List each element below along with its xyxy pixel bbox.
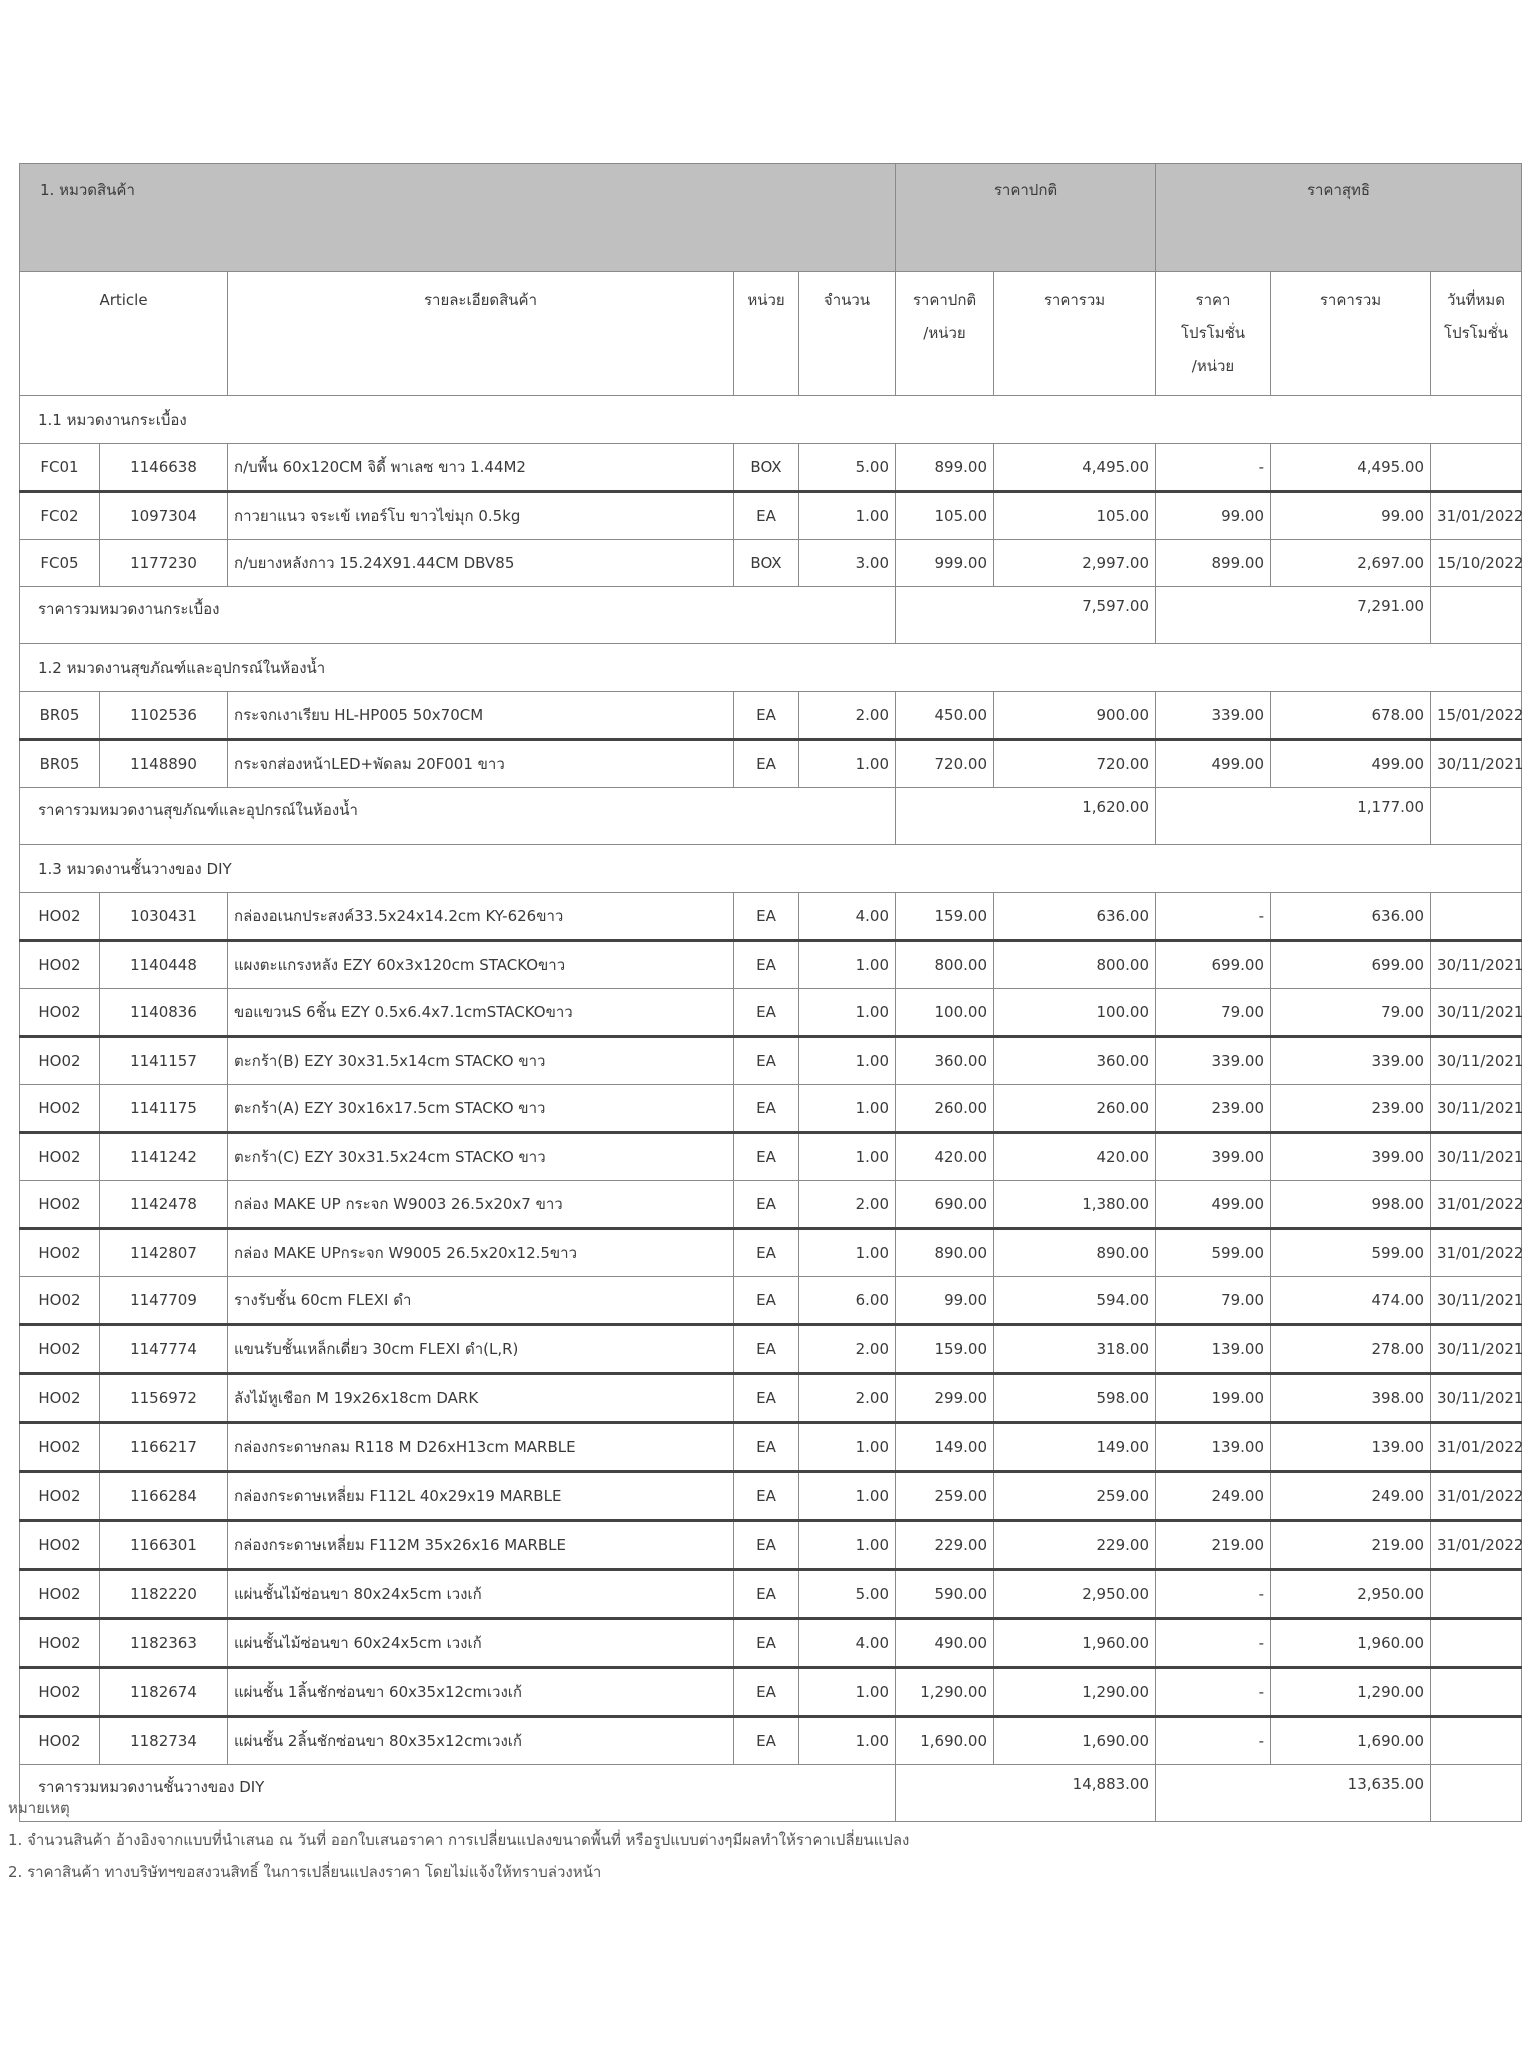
table-row [20, 1229, 1522, 1277]
column-header-row [20, 272, 1522, 396]
item-promo-price: 339.00 [1156, 1037, 1271, 1085]
item-unit: BOX [734, 444, 799, 492]
section-header-row [20, 845, 1522, 893]
table-row [20, 941, 1522, 989]
section-title: 1.1 หมวดงานกระเบื้อง [20, 396, 1522, 444]
item-unit: EA [734, 1085, 799, 1133]
item-promo-end [1431, 893, 1522, 941]
item-total: 149.00 [994, 1423, 1156, 1472]
item-description: กล่องอเนกประสงค์33.5x24x14.2cm KY-626ขาว [228, 893, 734, 941]
item-unit: BOX [734, 540, 799, 587]
item-promo-total: 219.00 [1271, 1521, 1431, 1570]
item-total: 900.00 [994, 692, 1156, 740]
item-qty: 1.00 [799, 1229, 896, 1277]
item-promo-total: 278.00 [1271, 1325, 1431, 1374]
item-promo-end: 30/11/2021 [1431, 740, 1522, 788]
item-qty: 2.00 [799, 1374, 896, 1423]
col-promo-price: ราคา โปรโมชั่น /หน่วย [1156, 272, 1271, 396]
item-promo-price: - [1156, 893, 1271, 941]
item-unit: EA [734, 692, 799, 740]
table-row [20, 989, 1522, 1037]
item-qty: 3.00 [799, 540, 896, 587]
category-code: FC05 [20, 540, 100, 587]
item-qty: 5.00 [799, 444, 896, 492]
category-code: HO02 [20, 1277, 100, 1325]
note-line: 2. ราคาสินค้า ทางบริษัทฯขอสงวนสิทธิ์ ในการเปลี่ยนแปลงราคา โดยไม่แจ้งให้ทราบล่วงหน้า [8, 1863, 602, 1881]
category-code: HO02 [20, 893, 100, 941]
item-description: กระจกส่องหน้าLED+พัดลม 20F001 ขาว [228, 740, 734, 788]
col-unit-price: ราคาปกติ /หน่วย [896, 272, 994, 396]
item-promo-total: 2,697.00 [1271, 540, 1431, 587]
item-qty: 1.00 [799, 740, 896, 788]
item-promo-total: 139.00 [1271, 1423, 1431, 1472]
item-promo-end: 30/11/2021 [1431, 1085, 1522, 1133]
category-code: HO02 [20, 1374, 100, 1423]
subtotal-label: ราคารวมหมวดงานสุขภัณฑ์และอุปกรณ์ในห้องน้ำ [20, 788, 896, 845]
item-total: 2,997.00 [994, 540, 1156, 587]
item-qty: 1.00 [799, 1037, 896, 1085]
item-promo-price: 899.00 [1156, 540, 1271, 587]
item-promo-end [1431, 444, 1522, 492]
category-code: HO02 [20, 1521, 100, 1570]
category-code: FC02 [20, 492, 100, 540]
item-total: 1,380.00 [994, 1181, 1156, 1229]
item-description: ตะกร้า(A) EZY 30x16x17.5cm STACKO ขาว [228, 1085, 734, 1133]
subtotal-row [20, 587, 1522, 644]
item-promo-end: 31/01/2022 [1431, 1181, 1522, 1229]
article-number: 1097304 [100, 492, 228, 540]
col-description: รายละเอียดสินค้า [228, 272, 734, 396]
table-row [20, 1181, 1522, 1229]
item-promo-end [1431, 1570, 1522, 1619]
article-number: 1182734 [100, 1717, 228, 1765]
category-code: HO02 [20, 1423, 100, 1472]
table-row [20, 740, 1522, 788]
item-unit-price: 899.00 [896, 444, 994, 492]
table-row [20, 1472, 1522, 1521]
item-promo-total: 4,495.00 [1271, 444, 1431, 492]
item-unit: EA [734, 740, 799, 788]
item-promo-end: 30/11/2021 [1431, 941, 1522, 989]
item-qty: 1.00 [799, 1085, 896, 1133]
item-description: กล่องกระดาษเหลี่ยม F112L 40x29x19 MARBLE [228, 1472, 734, 1521]
item-unit: EA [734, 1229, 799, 1277]
item-promo-total: 699.00 [1271, 941, 1431, 989]
item-description: รางรับชั้น 60cm FLEXI ดำ [228, 1277, 734, 1325]
article-number: 1156972 [100, 1374, 228, 1423]
item-description: กล่องกระดาษเหลี่ยม F112M 35x26x16 MARBLE [228, 1521, 734, 1570]
section-title: 1.3 หมวดงานชั้นวางของ DIY [20, 845, 1522, 893]
item-unit-price: 360.00 [896, 1037, 994, 1085]
item-promo-end [1431, 1619, 1522, 1668]
col-article: Article [20, 272, 228, 396]
item-unit: EA [734, 1570, 799, 1619]
item-qty: 1.00 [799, 1521, 896, 1570]
item-unit-price: 105.00 [896, 492, 994, 540]
article-number: 1146638 [100, 444, 228, 492]
item-qty: 1.00 [799, 1668, 896, 1717]
item-total: 594.00 [994, 1277, 1156, 1325]
item-qty: 1.00 [799, 1133, 896, 1181]
article-number: 1166284 [100, 1472, 228, 1521]
item-description: แผงตะแกรงหลัง EZY 60x3x120cm STACKOขาว [228, 941, 734, 989]
item-description: แผ่นชั้นไม้ซ่อนขา 60x24x5cm เวงเก้ [228, 1619, 734, 1668]
category-code: HO02 [20, 1570, 100, 1619]
article-number: 1182363 [100, 1619, 228, 1668]
item-promo-end: 15/01/2022 [1431, 692, 1522, 740]
item-promo-price: 239.00 [1156, 1085, 1271, 1133]
item-promo-total: 599.00 [1271, 1229, 1431, 1277]
item-unit: EA [734, 1181, 799, 1229]
item-unit: EA [734, 1717, 799, 1765]
item-unit: EA [734, 989, 799, 1037]
category-header: 1. หมวดสินค้า [20, 164, 896, 272]
item-total: 800.00 [994, 941, 1156, 989]
item-promo-price: 139.00 [1156, 1423, 1271, 1472]
item-unit-price: 690.00 [896, 1181, 994, 1229]
item-unit: EA [734, 1277, 799, 1325]
category-code: HO02 [20, 1229, 100, 1277]
item-promo-total: 398.00 [1271, 1374, 1431, 1423]
item-promo-total: 79.00 [1271, 989, 1431, 1037]
category-code: BR05 [20, 740, 100, 788]
col-promo-total: ราคารวม [1271, 272, 1431, 396]
item-promo-end: 30/11/2021 [1431, 1037, 1522, 1085]
article-number: 1030431 [100, 893, 228, 941]
item-qty: 2.00 [799, 692, 896, 740]
item-promo-price: 79.00 [1156, 1277, 1271, 1325]
category-code: HO02 [20, 1325, 100, 1374]
item-promo-end: 30/11/2021 [1431, 989, 1522, 1037]
item-total: 890.00 [994, 1229, 1156, 1277]
category-code: HO02 [20, 1717, 100, 1765]
subtotal-empty [1431, 587, 1522, 644]
category-code: HO02 [20, 1472, 100, 1521]
table-row [20, 1037, 1522, 1085]
article-number: 1142807 [100, 1229, 228, 1277]
subtotal-total: 7,597.00 [896, 587, 1156, 644]
item-description: ก/บยางหลังกาว 15.24X91.44CM DBV85 [228, 540, 734, 587]
table-row [20, 1374, 1522, 1423]
item-promo-total: 998.00 [1271, 1181, 1431, 1229]
item-total: 318.00 [994, 1325, 1156, 1374]
item-promo-end: 30/11/2021 [1431, 1277, 1522, 1325]
article-number: 1177230 [100, 540, 228, 587]
item-qty: 5.00 [799, 1570, 896, 1619]
subtotal-empty [1431, 1765, 1522, 1822]
item-promo-price: 699.00 [1156, 941, 1271, 989]
item-promo-end: 31/01/2022 [1431, 492, 1522, 540]
item-qty: 1.00 [799, 1423, 896, 1472]
item-total: 720.00 [994, 740, 1156, 788]
item-description: แผ่นชั้น 2ลิ้นชักซ่อนขา 80x35x12cmเวงเก้ [228, 1717, 734, 1765]
item-qty: 1.00 [799, 989, 896, 1037]
item-unit-price: 420.00 [896, 1133, 994, 1181]
table-row [20, 1277, 1522, 1325]
item-description: กล่อง MAKE UPกระจก W9005 26.5x20x12.5ขาว [228, 1229, 734, 1277]
table-row [20, 1570, 1522, 1619]
item-description: แผ่นชั้น 1ลิ้นชักซ่อนขา 60x35x12cmเวงเก้ [228, 1668, 734, 1717]
item-unit-price: 260.00 [896, 1085, 994, 1133]
item-description: กล่องกระดาษกลม R118 M D26xH13cm MARBLE [228, 1423, 734, 1472]
item-unit-price: 229.00 [896, 1521, 994, 1570]
item-promo-total: 499.00 [1271, 740, 1431, 788]
subtotal-label: ราคารวมหมวดงานชั้นวางของ DIY [20, 1765, 896, 1822]
item-total: 1,960.00 [994, 1619, 1156, 1668]
notes [8, 1792, 909, 1888]
item-description: กล่อง MAKE UP กระจก W9003 26.5x20x7 ขาว [228, 1181, 734, 1229]
item-promo-total: 99.00 [1271, 492, 1431, 540]
subtotal-row [20, 788, 1522, 845]
category-code: FC01 [20, 444, 100, 492]
item-unit-price: 159.00 [896, 1325, 994, 1374]
table-body [20, 396, 1522, 1822]
item-description: ก/บพื้น 60x120CM จิดี้ พาเลซ ขาว 1.44M2 [228, 444, 734, 492]
item-promo-price: 199.00 [1156, 1374, 1271, 1423]
item-unit-price: 890.00 [896, 1229, 994, 1277]
article-number: 1147774 [100, 1325, 228, 1374]
subtotal-label: ราคารวมหมวดงานกระเบื้อง [20, 587, 896, 644]
item-unit-price: 450.00 [896, 692, 994, 740]
item-qty: 1.00 [799, 1717, 896, 1765]
item-unit: EA [734, 1472, 799, 1521]
category-code: HO02 [20, 1181, 100, 1229]
item-promo-end [1431, 1717, 1522, 1765]
item-unit-price: 490.00 [896, 1619, 994, 1668]
subtotal-net: 1,177.00 [1156, 788, 1431, 845]
article-number: 1142478 [100, 1181, 228, 1229]
item-description: กระจกเงาเรียบ HL-HP005 50x70CM [228, 692, 734, 740]
item-unit-price: 800.00 [896, 941, 994, 989]
item-promo-total: 1,960.00 [1271, 1619, 1431, 1668]
item-unit: EA [734, 1325, 799, 1374]
subtotal-net: 7,291.00 [1156, 587, 1431, 644]
item-description: กาวยาแนว จระเข้ เทอร์โบ ขาวไข่มุก 0.5kg [228, 492, 734, 540]
article-number: 1182674 [100, 1668, 228, 1717]
item-promo-total: 2,950.00 [1271, 1570, 1431, 1619]
item-promo-end: 30/11/2021 [1431, 1374, 1522, 1423]
item-promo-total: 1,690.00 [1271, 1717, 1431, 1765]
table-row [20, 1085, 1522, 1133]
item-promo-total: 1,290.00 [1271, 1668, 1431, 1717]
article-number: 1166217 [100, 1423, 228, 1472]
item-promo-price: - [1156, 1717, 1271, 1765]
item-promo-price: - [1156, 444, 1271, 492]
item-promo-price: 499.00 [1156, 1181, 1271, 1229]
item-unit-price: 99.00 [896, 1277, 994, 1325]
table-row [20, 1423, 1522, 1472]
item-promo-end: 31/01/2022 [1431, 1521, 1522, 1570]
table-row [20, 1717, 1522, 1765]
item-unit-price: 720.00 [896, 740, 994, 788]
category-code: HO02 [20, 1668, 100, 1717]
article-number: 1141157 [100, 1037, 228, 1085]
article-number: 1140836 [100, 989, 228, 1037]
item-qty: 2.00 [799, 1181, 896, 1229]
table-row [20, 492, 1522, 540]
item-unit-price: 299.00 [896, 1374, 994, 1423]
subtotal-net: 13,635.00 [1156, 1765, 1431, 1822]
category-code: HO02 [20, 1619, 100, 1668]
table-row [20, 692, 1522, 740]
item-promo-end: 31/01/2022 [1431, 1423, 1522, 1472]
item-qty: 2.00 [799, 1325, 896, 1374]
item-promo-total: 399.00 [1271, 1133, 1431, 1181]
section-header-row [20, 644, 1522, 692]
item-description: ขอแขวนS 6ชิ้น EZY 0.5x6.4x7.1cmSTACKOขาว [228, 989, 734, 1037]
item-unit: EA [734, 893, 799, 941]
col-unit: หน่วย [734, 272, 799, 396]
item-promo-price: 99.00 [1156, 492, 1271, 540]
item-promo-end: 15/10/2022 [1431, 540, 1522, 587]
item-unit-price: 1,290.00 [896, 1668, 994, 1717]
section-title: 1.2 หมวดงานสุขภัณฑ์และอุปกรณ์ในห้องน้ำ [20, 644, 1522, 692]
item-promo-total: 636.00 [1271, 893, 1431, 941]
note-line: 1. จำนวนสินค้า อ้างอิงจากแบบที่นำเสนอ ณ วันที่ ออกใบเสนอราคา การเปลี่ยนแปลงขนาดพื้นที่ หรือรูปแบบต่างๆมีผลทำให้ราคาเปลี่ยนแปลง [8, 1831, 910, 1849]
article-number: 1148890 [100, 740, 228, 788]
item-unit-price: 159.00 [896, 893, 994, 941]
item-qty: 1.00 [799, 492, 896, 540]
item-promo-end: 30/11/2021 [1431, 1133, 1522, 1181]
item-total: 260.00 [994, 1085, 1156, 1133]
category-code: BR05 [20, 692, 100, 740]
category-code: HO02 [20, 989, 100, 1037]
notes-title: หมายเหตุ [8, 1799, 70, 1817]
item-promo-end: 31/01/2022 [1431, 1472, 1522, 1521]
item-unit: EA [734, 1374, 799, 1423]
category-code: HO02 [20, 941, 100, 989]
article-number: 1147709 [100, 1277, 228, 1325]
item-total: 4,495.00 [994, 444, 1156, 492]
item-promo-end: 30/11/2021 [1431, 1325, 1522, 1374]
table-row [20, 1521, 1522, 1570]
table-row [20, 1619, 1522, 1668]
item-qty: 1.00 [799, 1472, 896, 1521]
item-description: ลังไม้หูเชือก M 19x26x18cm DARK [228, 1374, 734, 1423]
item-promo-price: 599.00 [1156, 1229, 1271, 1277]
group-header-row [20, 164, 1522, 272]
item-unit-price: 999.00 [896, 540, 994, 587]
item-total: 229.00 [994, 1521, 1156, 1570]
item-total: 1,290.00 [994, 1668, 1156, 1717]
article-number: 1182220 [100, 1570, 228, 1619]
item-unit: EA [734, 1133, 799, 1181]
table-row [20, 540, 1522, 587]
item-unit: EA [734, 492, 799, 540]
quotation-table [19, 163, 1522, 1822]
item-promo-price: 249.00 [1156, 1472, 1271, 1521]
item-unit-price: 259.00 [896, 1472, 994, 1521]
item-total: 259.00 [994, 1472, 1156, 1521]
item-total: 360.00 [994, 1037, 1156, 1085]
subtotal-total: 1,620.00 [896, 788, 1156, 845]
item-qty: 4.00 [799, 893, 896, 941]
article-number: 1102536 [100, 692, 228, 740]
table-row [20, 1133, 1522, 1181]
item-unit: EA [734, 1619, 799, 1668]
article-number: 1140448 [100, 941, 228, 989]
table-row [20, 444, 1522, 492]
article-number: 1141175 [100, 1085, 228, 1133]
item-promo-price: 339.00 [1156, 692, 1271, 740]
item-total: 100.00 [994, 989, 1156, 1037]
item-total: 1,690.00 [994, 1717, 1156, 1765]
col-promo-end: วันที่หมด โปรโมชั่น [1431, 272, 1522, 396]
category-code: HO02 [20, 1133, 100, 1181]
item-unit-price: 100.00 [896, 989, 994, 1037]
item-qty: 6.00 [799, 1277, 896, 1325]
item-promo-price: 139.00 [1156, 1325, 1271, 1374]
item-unit-price: 149.00 [896, 1423, 994, 1472]
category-code: HO02 [20, 1085, 100, 1133]
item-promo-price: 399.00 [1156, 1133, 1271, 1181]
item-unit: EA [734, 941, 799, 989]
item-qty: 4.00 [799, 1619, 896, 1668]
item-total: 598.00 [994, 1374, 1156, 1423]
item-qty: 1.00 [799, 941, 896, 989]
net-price-header: ราคาสุทธิ [1156, 164, 1522, 272]
item-unit: EA [734, 1521, 799, 1570]
item-description: แขนรับชั้นเหล็กเดี่ยว 30cm FLEXI ดำ(L,R) [228, 1325, 734, 1374]
category-code: HO02 [20, 1037, 100, 1085]
table-row [20, 1325, 1522, 1374]
col-total: ราคารวม [994, 272, 1156, 396]
item-promo-total: 239.00 [1271, 1085, 1431, 1133]
item-promo-end: 31/01/2022 [1431, 1229, 1522, 1277]
item-promo-price: 219.00 [1156, 1521, 1271, 1570]
col-qty: จำนวน [799, 272, 896, 396]
subtotal-total: 14,883.00 [896, 1765, 1156, 1822]
item-unit: EA [734, 1423, 799, 1472]
item-description: ตะกร้า(C) EZY 30x31.5x24cm STACKO ขาว [228, 1133, 734, 1181]
item-description: ตะกร้า(B) EZY 30x31.5x14cm STACKO ขาว [228, 1037, 734, 1085]
item-description: แผ่นชั้นไม้ซ่อนขา 80x24x5cm เวงเก้ [228, 1570, 734, 1619]
item-promo-price: - [1156, 1570, 1271, 1619]
normal-price-header: ราคาปกติ [896, 164, 1156, 272]
article-number: 1166301 [100, 1521, 228, 1570]
table-row [20, 1668, 1522, 1717]
item-promo-total: 339.00 [1271, 1037, 1431, 1085]
item-promo-total: 474.00 [1271, 1277, 1431, 1325]
item-promo-price: - [1156, 1668, 1271, 1717]
item-unit: EA [734, 1037, 799, 1085]
item-promo-end [1431, 1668, 1522, 1717]
item-unit-price: 590.00 [896, 1570, 994, 1619]
item-total: 420.00 [994, 1133, 1156, 1181]
item-total: 105.00 [994, 492, 1156, 540]
item-promo-total: 249.00 [1271, 1472, 1431, 1521]
item-promo-price: - [1156, 1619, 1271, 1668]
item-total: 636.00 [994, 893, 1156, 941]
item-unit: EA [734, 1668, 799, 1717]
article-number: 1141242 [100, 1133, 228, 1181]
item-promo-total: 678.00 [1271, 692, 1431, 740]
table-row [20, 893, 1522, 941]
item-total: 2,950.00 [994, 1570, 1156, 1619]
item-promo-price: 79.00 [1156, 989, 1271, 1037]
section-header-row [20, 396, 1522, 444]
subtotal-empty [1431, 788, 1522, 845]
item-unit-price: 1,690.00 [896, 1717, 994, 1765]
item-promo-price: 499.00 [1156, 740, 1271, 788]
